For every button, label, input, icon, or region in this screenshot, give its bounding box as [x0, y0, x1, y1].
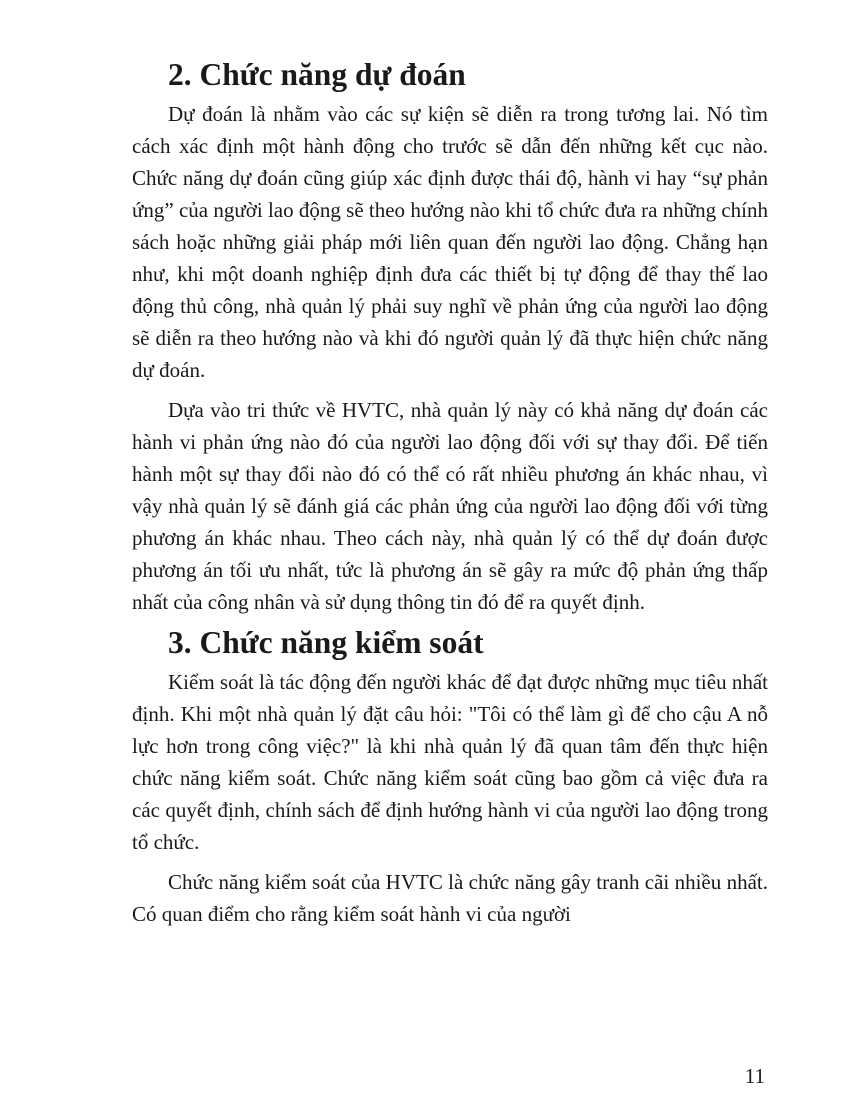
paragraph: Chức năng kiểm soát của HVTC là chức năng gây tranh cãi nhiều nhất. Có quan điểm cho rằng kiểm soát hành vi của người	[132, 870, 768, 926]
paragraph: Dựa vào tri thức về HVTC, nhà quản lý này có khả năng dự đoán các hành vi phản ứng nào đó của người lao động đối với sự thay đổi. Để tiến hành một sự thay đổi nào đó có thể có rất nhiều phương án khác nhau, vì vậy nhà quản lý sẽ đánh giá các phản ứng của người lao động đối với từng phương án khác nhau. Theo cách này, nhà quản lý có thể dự đoán được phương án tối ưu nhất, tức là phương án sẽ gây ra mức độ phản ứng thấp nhất của công nhân và sử dụng thông tin đó để ra quyết định.	[132, 398, 768, 614]
text-column	[132, 58, 768, 938]
page-number: 11	[744, 1064, 765, 1088]
paragraph: Kiểm soát là tác động đến người khác để đạt được những mục tiêu nhất định. Khi một nhà quản lý đặt câu hỏi: "Tôi có thể làm gì để cho cậu A nỗ lực hơn trong công việc?" là khi nhà quản lý đã quan tâm đến thực hiện chức năng kiểm soát. Chức năng kiểm soát cũng bao gồm cả việc đưa ra các quyết định, chính sách để định hướng hành vi của người lao động trong tổ chức.	[132, 670, 768, 854]
section-heading-prediction: 2. Chức năng dự đoán	[168, 57, 466, 92]
section-heading-control: 3. Chức năng kiểm soát	[168, 625, 484, 660]
paragraph: Dự đoán là nhằm vào các sự kiện sẽ diễn ra trong tương lai. Nó tìm cách xác định một hành động cho trước sẽ dẫn đến những kết cục nào. Chức năng dự đoán cũng giúp xác định được thái độ, hành vi hay “sự phản ứng” của người lao động sẽ theo hướng nào khi tổ chức đưa ra những chính sách hoặc những giải pháp mới liên quan đến người lao động. Chẳng hạn như, khi một doanh nghiệp định đưa các thiết bị tự động để thay thế lao động thủ công, nhà quản lý phải suy nghĩ về phản ứng của người lao động sẽ diễn ra theo hướng nào và khi đó người quản lý đã thực hiện chức năng dự đoán.	[132, 102, 768, 382]
